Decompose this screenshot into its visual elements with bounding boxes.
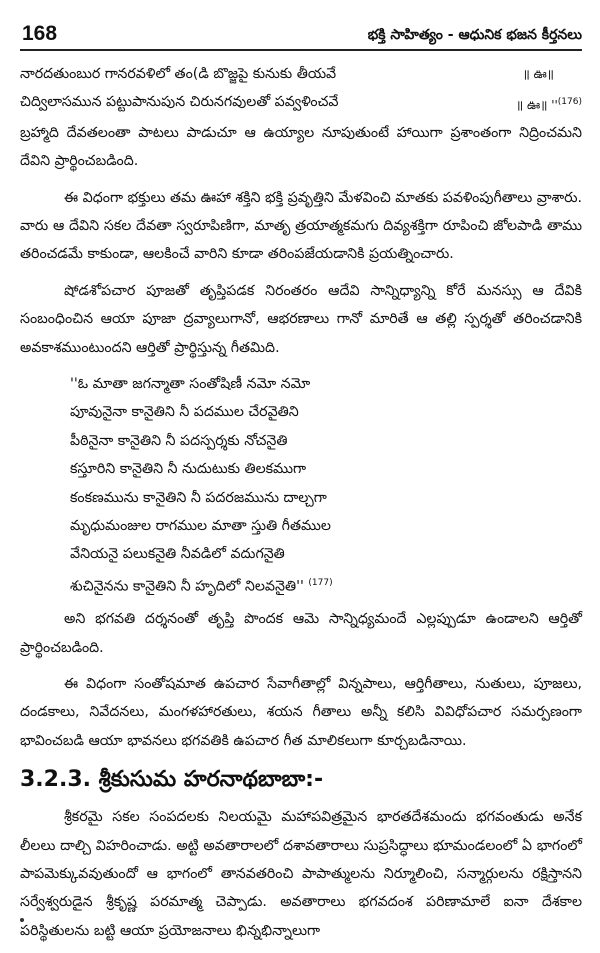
poem-line: కస్తూరిని కానైతిని నీ నుదుటుకు తిలకముగా	[70, 461, 307, 478]
section-heading: 3.2.3. శ్రీకుసుమ హరనాథబాబా:-	[20, 767, 324, 793]
paragraph: ఈ విధంగా భక్తులు తమ ఊహా శక్తిని భక్తి ప్రవృత్తిని మేళవించి మాతకు పవళింపుగీతాలు వ్రాశారు. వారు ఆ దేవిని సకల దేవతా స్వరూపిణిగా, మాతృ త్రయాత్మకమగు దివ్యశక్తిగా రూపించి జోలపాడి తాము తరించడమే కాకుండా, ఆలకించే వారిని కూడా తరింపజేయడానికి ప్రయత్నించారు.	[20, 189, 582, 263]
footnote-ref: (177)	[308, 577, 333, 588]
page-body	[20, 60, 582, 953]
poem-block	[70, 370, 582, 597]
paragraph: అని భగవతి దర్శనంతో తృప్తి పొందక ఆమె సాన్నిధ్యమందే ఎల్లప్పుడూ ఉండాలని ఆర్తితో ప్రార్థించబడింది.	[20, 611, 582, 656]
poem-line: ''ఓ మాతా జగన్మాతా సంతోషిణీ నమో నమో	[70, 376, 311, 393]
paragraph: బ్రహ్మాది దేవతలంతా పాటలు పాడుచూ ఆ ఉయ్యాల నూపుతుంటే హాయిగా ప్రశాంతంగా నిద్రించమని దేవిని ప్రార్థించబడింది.	[20, 124, 582, 170]
poem-line: పీఠినైనా కానైతిని నీ పదస్పర్శకు నోచనైతి	[70, 432, 288, 449]
page-speck	[20, 918, 24, 922]
header-rule	[20, 49, 582, 51]
verse-refrain-mark: ॥ ఊ॥ ''$^{(176)}$	[516, 97, 582, 113]
poem-line: కంకణమును కానైతిని నీ పదరజమును దాల్చగా	[70, 489, 327, 506]
poem-line: మృధుమంజుల రాగముల మాతా స్తుతి గీతముల	[70, 517, 331, 534]
poem-line: శుచినైనను కానైతిని నీ హృదిలో నిలవనైతి'' $^{(177)}$	[70, 577, 333, 595]
running-title: భక్తి సాహిత్యం - ఆధునిక భజన కీర్తనలు	[367, 27, 582, 43]
verse-text: చిద్విలాసమున పట్టుపానుపున చిరునగవులతో పవ్వళించవే	[20, 94, 339, 111]
paragraph: షోడశోపచార పూజతో తృప్తిపడక నిరంతరం ఆదేవి సాన్నిధ్యాన్ని కోరే మనస్సు ఆ దేవికి సంబంధించిన ఆయా పూజా ద్రవ్యాలుగానో, ఆభరణాలు గానో మారితే ఆ తల్లి స్పర్శతో తరించడానికి అవకాశముంటుందని ఆర్తితో ప్రార్థిస్తున్న గీతమిది.	[20, 282, 582, 356]
verse-line	[20, 88, 582, 116]
poem-line: వేనియనై పలుకనైతి నీవడిలో వదుగనైతి	[70, 546, 285, 563]
page-header	[22, 20, 582, 46]
poem-line: పూవునైనా కానైతిని నీ పదముల చేరవైతిని	[70, 404, 299, 421]
footnote-ref: (176)	[557, 97, 582, 108]
page-number: 168	[22, 22, 58, 45]
verse-refrain-mark: ॥ ఊ॥	[522, 67, 554, 81]
paragraph: ఈ విధంగా సంతోషమాత ఉపచార సేవాగీతాల్లో విన్నపాలు, ఆర్తిగీతాలు, నుతులు, పూజలు, దండకాలు, నివేదనలు, మంగళహారతులు, శయన గీతాలు అన్నీ కలిసి వివిధోపచార సమర్పణంగా భావించబడి ఆయా భావనలు భగవతికి ఉపచార గీత మాలికలుగా కూర్చబడినాయి.	[20, 675, 582, 749]
paragraph: శ్రీకరమై సకల సంపదలకు నిలయమై మహాపవిత్రమైన భారతదేశమందు భగవంతుడు అనేక లీలలు దాల్చి విహరించాడు. అట్టి అవతారాలలో దశావతారాలు సుప్రసిద్ధాలు భూమండలంలో ఏ భాగంలో పాపమెక్కువవుతుందో ఆ భాగంలో తానవతరించి పాపాత్ములను నిర్మూలించి, సన్మార్గులను రక్షిస్తానని సర్వేశ్వరుడైన శ్రీకృష్ణ పరమాత్మ చెప్పాడు. అవతారాలు భగవదంశ పరిణామాలే ఐనా దేశకాల పరిస్థితులను బట్టి ఆయా ప్రయోజనాలు భిన్నభిన్నాలుగా	[20, 809, 582, 939]
verse-text: నారదతుంబుర గానరవళిలో తం(డి బొజ్జపై కునుకు తీయవే	[20, 66, 337, 82]
verse-line	[20, 60, 582, 88]
